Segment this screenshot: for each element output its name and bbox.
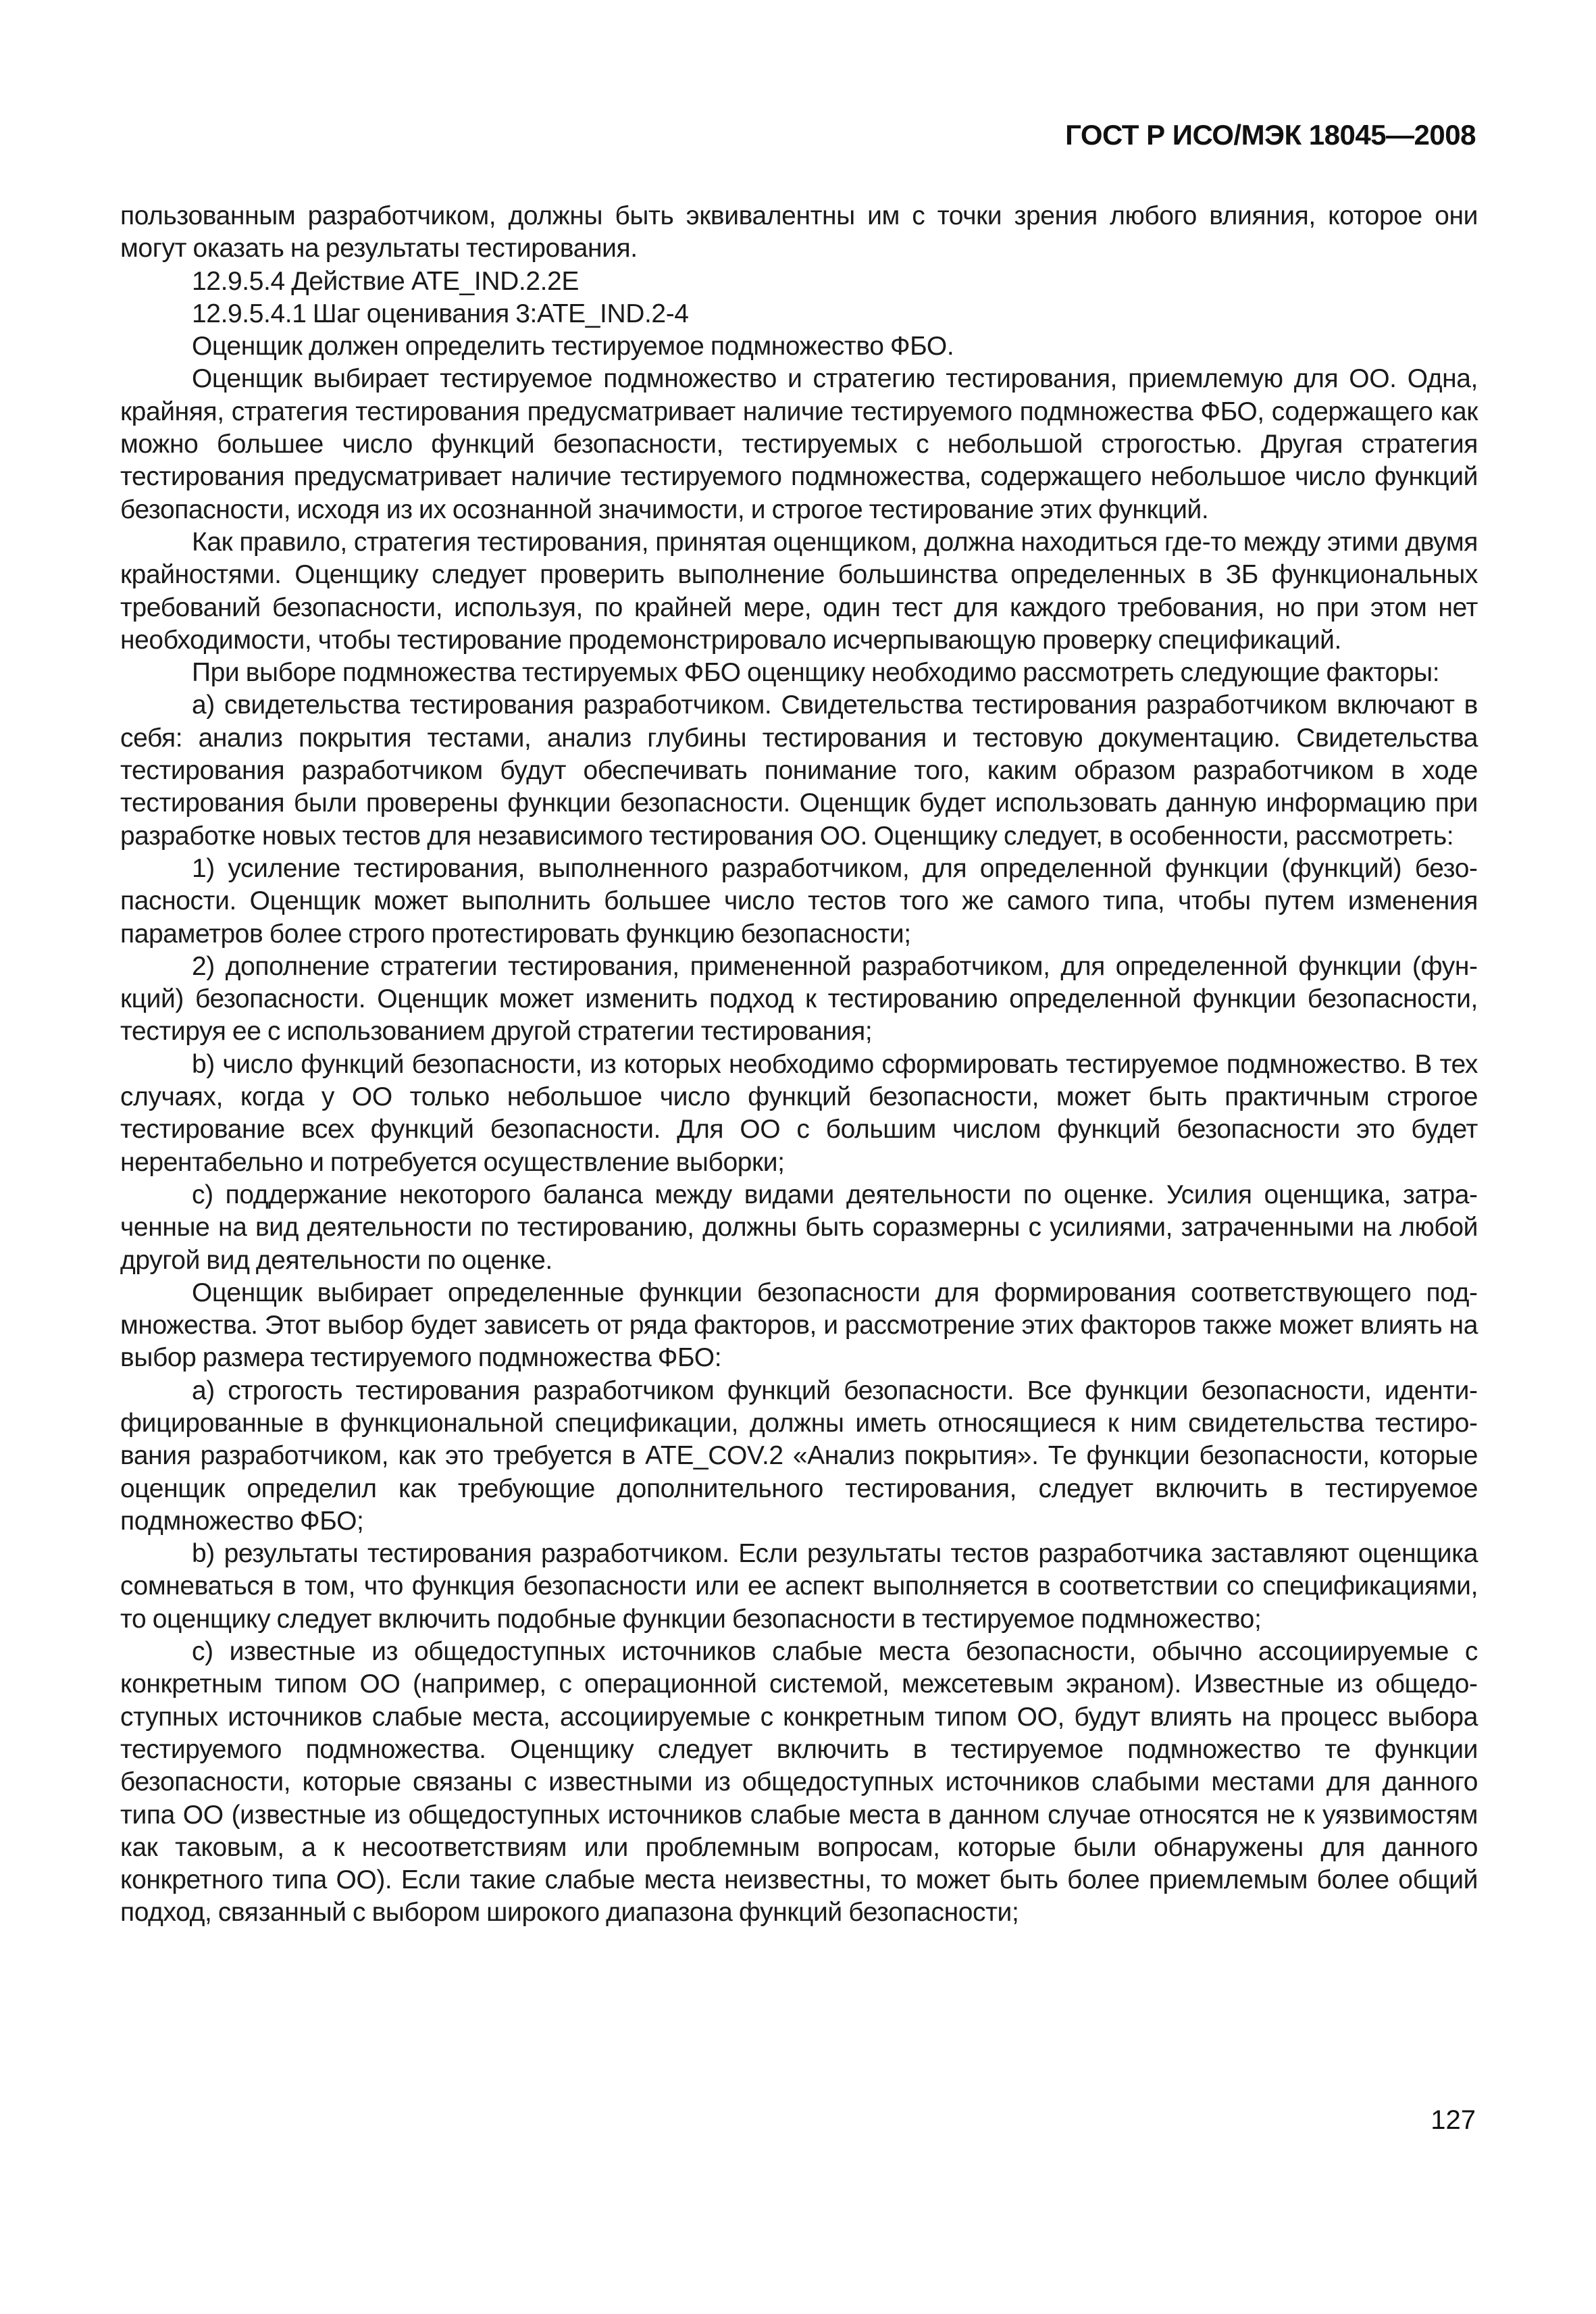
list-item: 2) дополнение стратегии тестирования, примененной разработчиком, для определенной функции (функций) безопасности. Оценщик может изменить подход к тестированию определенной функции безопасности, тестируя ее с использованием другой стратегии тестирования; (120, 951, 1478, 1047)
subsection-heading: 12.9.5.4.1 Шаг оценивания 3:ATE_IND.2-4 (192, 299, 689, 328)
paragraph: пользованным разработчиком, должны быть эквивалентны им с точки зрения любого влияния, которое они могут оказать на результаты тестирования. (120, 201, 1478, 263)
section-heading: 12.9.5.4 Действие ATE_IND.2.2E (192, 266, 579, 296)
document-header-title: ГОСТ Р ИСО/МЭК 18045—2008 (1065, 119, 1476, 151)
paragraph: Как правило, стратегия тестирования, принятая оценщиком, должна находиться где-то между этими двумя крайностями. Оценщику следует проверить выполнение большинства определенных в ЗБ функциональных требований безопасности, используя, по крайней мере, один тест для каждого требования, но при этом нет необходимости, чтобы тестирование продемонстрировало исчерпывающую проверку спецификаций. (120, 527, 1478, 655)
list-item: c) поддержание некоторого баланса между видами деятельности по оценке. Усилия оценщика, затраченные на вид деятельности по тестированию, должны быть соразмерны с усилиями, затраченными на любой другой вид деятельности по оценке. (120, 1180, 1478, 1275)
document-body (120, 200, 1478, 1930)
list-item: c) известные из общедоступных источников слабые места безопасности, обычно ассоциируемые с конкретным типом ОО (например, с операционной системой, межсетевым экраном). Известные из общедоступных источников слабые места, ассоциируемые с конкретным типом ОО, будут влиять на процесс выбора тестируемого подмножества. Оценщику следует включить в тестируемое подмножество те функции безопасности, которые связаны с известными из общедоступных источников слабыми местами для данного типа ОО (известные из общедоступных источников слабые места в данном случае относятся не к уязвимостям как таковым, а к несоответствиям или проблемным вопросам, которые были обнаружены для данного конкретного типа ОО). Если такие слабые места неизвестны, то может быть более приемлемым более общий подход, связанный с выбором широкого диапазона функций безопасности; (120, 1637, 1478, 1928)
paragraph: Оценщик должен определить тестируемое подмножество ФБО. (192, 332, 954, 361)
list-item: b) число функций безопасности, из которых необходимо сформировать тестируемое подмножество. В тех случаях, когда у ОО только небольшое число функций безопасности, может быть практичным строгое тестирование всех функций безопасности. Для ОО с большим числом функций безопасности это будет нерентабельно и потребуется осуществление выборки; (120, 1049, 1478, 1177)
list-item: 1) усиление тестирования, выполненного разработчиком, для определенной функции (функций) безопасности. Оценщик может выполнить большее число тестов того же самого типа, чтобы путем изменения параметров более строго протестировать функцию безопасности; (120, 853, 1478, 949)
paragraph: Оценщик выбирает тестируемое подмножество и стратегию тестирования, приемлемую для ОО. Одна, крайняя, стратегия тестирования предусматривает наличие тестируемого подмножества ФБО, содержащего как можно большее число функций безопасности, тестируемых с небольшой строгостью. Другая стратегия тестирования предусматривает наличие тестируемого подмножества, содержащего небольшое число функций безопасности, исходя из их осознанной значимости, и строгое тестирование этих функций. (120, 364, 1478, 524)
list-item: a) строгость тестирования разработчиком функций безопасности. Все функции безопасности, идентифицированные в функциональной спецификации, должны иметь относящиеся к ним свидетельства тестирования разработчиком, как это требуется в ATE_COV.2 «Анализ покрытия». Те функции безопасности, которые оценщик определил как требующие дополнительного тестирования, следует включить в тестируемое подмножество ФБО; (120, 1376, 1478, 1536)
paragraph: При выборе подмножества тестируемых ФБО оценщику необходимо рассмотреть следующие факторы: (192, 658, 1440, 688)
list-item: a) свидетельства тестирования разработчиком. Свидетельства тестирования разработчиком включают в себя: анализ покрытия тестами, анализ глубины тестирования и тестовую документацию. Свидетельства тестирования разработчиком будут обеспечивать понимание того, каким образом разработчиком в ходе тестирования были проверены функции безопасности. Оценщик будет использовать данную информацию при разработке новых тестов для независимого тестирования ОО. Оценщику следует, в особенности, рассмотреть: (120, 690, 1478, 851)
list-item: b) результаты тестирования разработчиком. Если результаты тестов разработчика заставляют оценщика сомневаться в том, что функция безопасности или ее аспект выполняется в соответствии со спецификациями, то оценщику следует включить подобные функции безопасности в тестируемое подмножество; (120, 1539, 1478, 1634)
paragraph: Оценщик выбирает определенные функции безопасности для формирования соответствующего подмножества. Этот выбор будет зависеть от ряда факторов, и рассмотрение этих факторов также может влиять на выбор размера тестируемого подмножества ФБО: (120, 1278, 1478, 1373)
page-number: 127 (1431, 2105, 1476, 2135)
